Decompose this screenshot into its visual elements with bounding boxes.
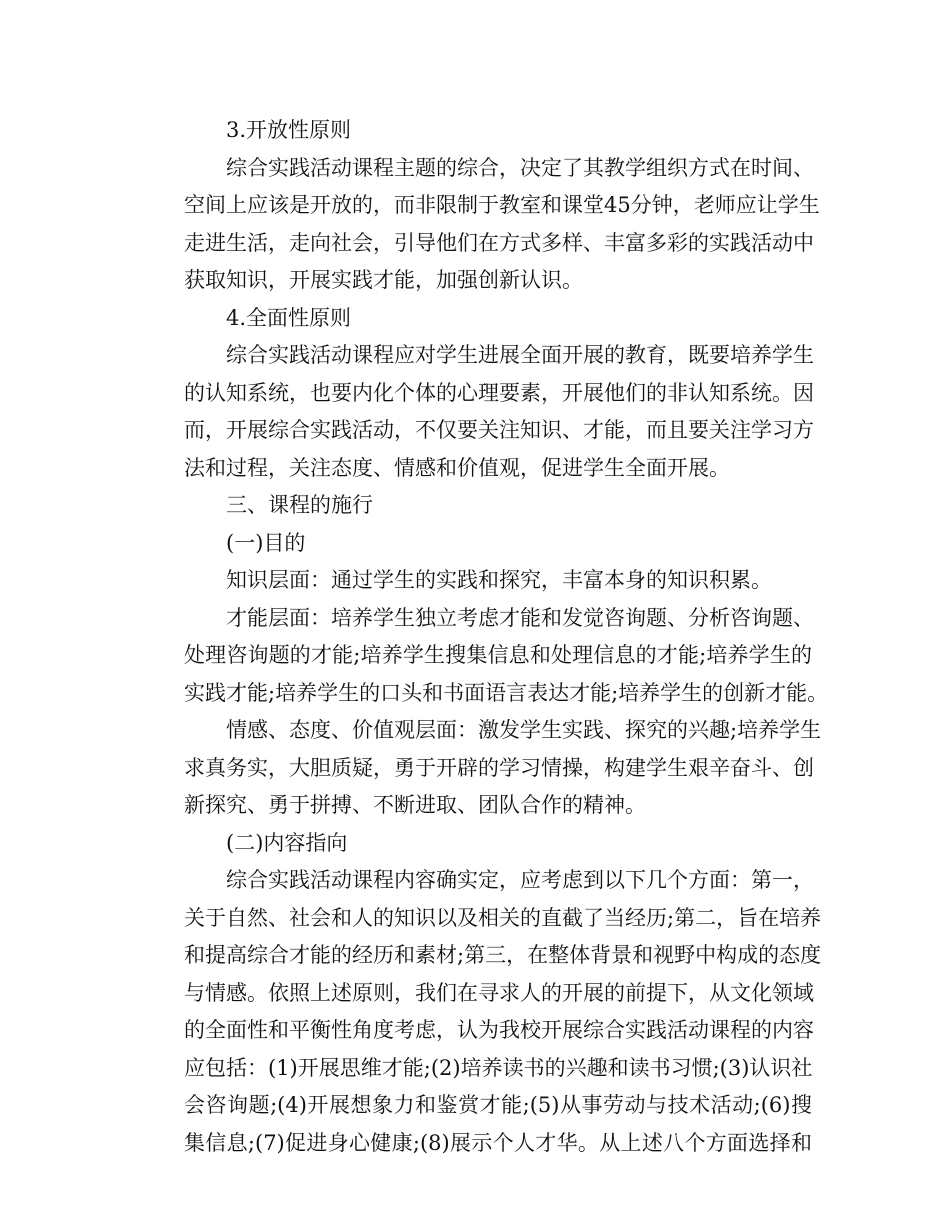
paragraph-line: 处理咨询题的才能;培养学生搜集信息和处理信息的才能;培养学生的 bbox=[184, 643, 812, 667]
paragraph-line: 才能层面：培养学生独立考虑才能和发觉咨询题、分析咨询题、 bbox=[226, 605, 814, 630]
paragraph-line: 走进生活，走向社会，引导他们在方式多样、丰富多彩的实践活动中 bbox=[184, 230, 814, 255]
paragraph-line: 新探究、勇于拼搏、不断进取、团队合作的精神。 bbox=[184, 793, 646, 817]
paragraph-line: 综合实践活动课程内容确实定，应考虑到以下几个方面：第一， bbox=[226, 868, 814, 892]
paragraph-line: 综合实践活动课程应对学生进展全面开展的教育，既要培养学生 bbox=[226, 343, 814, 367]
heading-text: 三、课程的施行 bbox=[226, 493, 373, 517]
paragraph-line: 空间上应该是开放的，而非限制于教室和课堂45分钟，老师应让学生 bbox=[184, 193, 820, 217]
document-body bbox=[142, 112, 829, 1162]
paragraph-line: 知识层面：通过学生的实践和探究，丰富本身的知识积累。 bbox=[226, 568, 772, 592]
paragraph-line: 求真务实，大胆质疑，勇于开辟的学习情操，构建学生艰辛奋斗、创 bbox=[184, 755, 814, 780]
paragraph-line: 会咨询题;(4)开展想象力和鉴赏才能;(5)从事劳动与技术活动;(6)搜 bbox=[184, 1093, 812, 1117]
heading-text: 4.全面性原则 bbox=[226, 305, 352, 330]
paragraph-line: 实践才能;培养学生的口头和书面语言表达才能;培养学生的创新才能。 bbox=[184, 680, 829, 705]
heading-text: 3.开放性原则 bbox=[226, 118, 352, 142]
paragraph-line: 综合实践活动课程主题的综合，决定了其教学组织方式在时间、 bbox=[226, 155, 814, 180]
heading-text: (一)目的 bbox=[226, 530, 306, 555]
subsection-heading-content bbox=[142, 825, 812, 863]
section-heading-open-principle bbox=[142, 112, 812, 150]
heading-text: (二)内容指向 bbox=[226, 830, 348, 855]
section-heading-implementation bbox=[142, 487, 812, 525]
paragraph-comprehensive-principle bbox=[142, 337, 812, 487]
paragraph-line: 获取知识，开展实践才能，加强创新认识。 bbox=[184, 268, 583, 292]
paragraph-line: 关于自然、社会和人的知识以及相关的直截了当经历;第二，旨在培养 bbox=[184, 905, 822, 930]
paragraph-line: 集信息;(7)促进身心健康;(8)展示个人才华。从上述八个方面选择和 bbox=[184, 1130, 812, 1155]
paragraph-emotion-level bbox=[142, 712, 822, 825]
paragraph-line: 情感、态度、价值观层面：激发学生实践、探究的兴趣;培养学生 bbox=[226, 718, 822, 742]
paragraph-line: 和提高综合才能的经历和素材;第三，在整体背景和视野中构成的态度 bbox=[184, 943, 822, 967]
paragraph-line: 应包括：(1)开展思维才能;(2)培养读书的兴趣和读书习惯;(3)认识社 bbox=[184, 1055, 813, 1080]
subsection-heading-goals bbox=[142, 525, 812, 563]
paragraph-line: 而，开展综合实践活动，不仅要关注知识、才能，而且要关注学习方 bbox=[184, 418, 814, 442]
paragraph-open-principle bbox=[142, 150, 820, 300]
paragraph-knowledge-level bbox=[142, 562, 812, 600]
paragraph-line: 法和过程，关注态度、情感和价值观，促进学生全面开展。 bbox=[184, 455, 730, 480]
paragraph-line: 的全面性和平衡性角度考虑，认为我校开展综合实践活动课程的内容 bbox=[184, 1018, 814, 1042]
section-heading-comprehensive-principle bbox=[142, 300, 812, 338]
paragraph-content-direction bbox=[142, 862, 822, 1162]
paragraph-line: 的认知系统，也要内化个体的心理要素，开展他们的非认知系统。因 bbox=[184, 380, 814, 405]
paragraph-ability-level bbox=[142, 600, 829, 713]
paragraph-line: 与情感。依照上述原则，我们在寻求人的开展的前提下，从文化领域 bbox=[184, 980, 814, 1005]
